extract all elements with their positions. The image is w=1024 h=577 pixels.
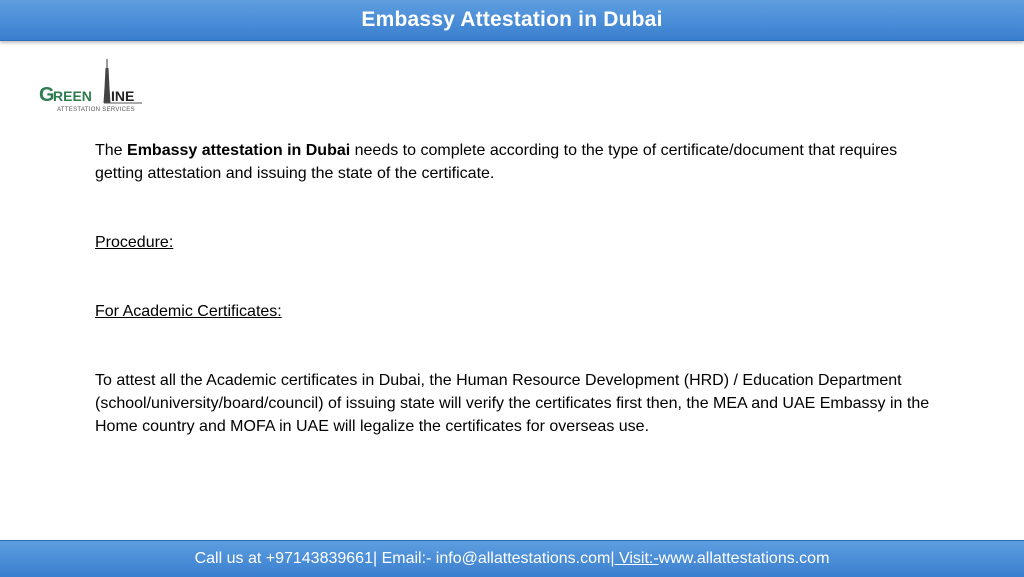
- main-content: [95, 139, 940, 438]
- footer-website-link[interactable]: www.allattestations.com: [658, 550, 830, 567]
- greenline-logo: [38, 58, 158, 116]
- header-bar: [0, 0, 1024, 41]
- academic-body-paragraph: To attest all the Academic certificates in Dubai, the Human Resource Development (HRD) / Education Department (school/university/board/council) of issuing state will verify the certificates first then, the MEA and UAE Embassy in the Home country and MOFA in UAE will legalize the certificates for overseas use.: [95, 372, 930, 435]
- footer-bar: [0, 540, 1024, 577]
- brand-g: G: [39, 84, 55, 106]
- brand-ine: INE: [111, 88, 135, 104]
- intro-suffix: needs to complete according to the type of certificate/document that requires getting attestation and issuing the state of the certificate.: [95, 142, 898, 182]
- brand-reen: REEN: [53, 88, 92, 104]
- intro-bold: Embassy attestation in Dubai: [127, 142, 351, 159]
- footer-visit-label: | Visit:-: [610, 550, 659, 567]
- footer-call: Call us at +97143839661: [194, 550, 373, 567]
- brand-tagline: ATTESTATION SERVICES: [57, 107, 135, 113]
- academic-heading: For Academic Certificates:: [95, 303, 282, 320]
- footer-email[interactable]: | Email:- info@allattestations.com: [372, 550, 611, 567]
- logo-graphic: [38, 58, 158, 116]
- intro-prefix: The: [95, 142, 128, 159]
- procedure-heading: Procedure:: [95, 234, 174, 251]
- intro-paragraph: [95, 139, 940, 185]
- page-title: Embassy Attestation in Dubai: [361, 8, 663, 31]
